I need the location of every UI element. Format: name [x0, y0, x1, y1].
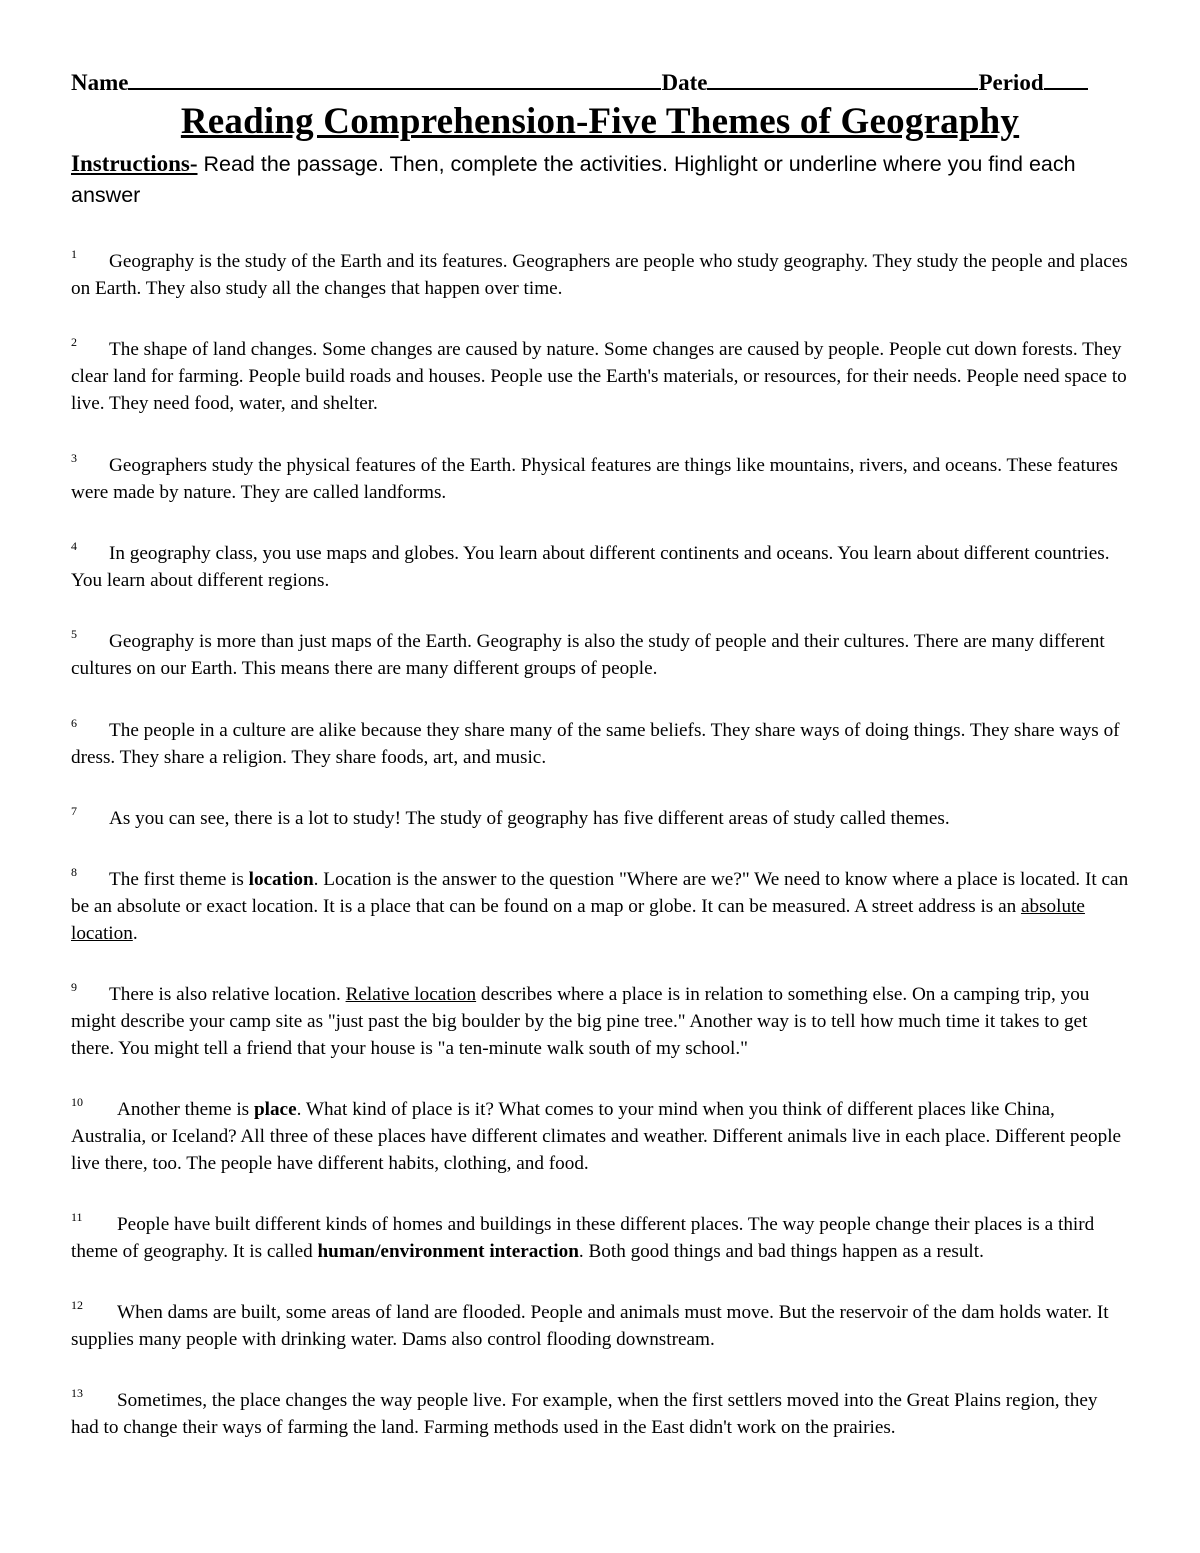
paragraph-7 — [71, 798, 1129, 832]
paragraph-text: . What kind of place is it? What comes to your mind when you think of different places like China, Australia, or Iceland? All three of these places have different climates and weather. Different animals live in each place. Different people live there, too. The people have different habits, clothing, and food. — [71, 1099, 1122, 1174]
paragraph-number: 10 — [71, 1095, 83, 1109]
instructions-lead: Instructions- — [71, 151, 198, 176]
paragraph-text: The shape of land changes. Some changes are caused by nature. Some changes are caused by people. People cut down forests. They clear land for farming. People build roads and houses. People use the Earth's materials, or resources, for their needs. People need space to live. They need food, water, and shelter. — [71, 339, 1127, 414]
paragraph-number: 7 — [71, 804, 77, 818]
term-place: place — [253, 1099, 297, 1120]
paragraph-number: 1 — [71, 247, 77, 261]
paragraph-text: describes where a place is in relation to something else. On a camping trip, you might describe your camp site as "just past the big boulder by the big pine tree." Another way is to tell how much time it takes to get there. You might tell a friend that your house is "a ten-minute walk south of my school." — [71, 984, 1090, 1059]
paragraph-number: 12 — [71, 1298, 83, 1312]
term-relative-location: Relative location — [345, 984, 477, 1005]
paragraph-text: In geography class, you use maps and globes. You learn about different continents and oceans. You learn about different countries. You learn about different regions. — [71, 543, 1110, 591]
date-blank[interactable] — [707, 68, 978, 90]
date-label: Date — [661, 70, 708, 95]
paragraph-text: . Both good things and bad things happen as a result. — [578, 1241, 984, 1262]
paragraph-text: People have built different kinds of homes and buildings in these different places. The way people change their places is a third theme of geography. It is called — [71, 1214, 1095, 1262]
paragraph-number: 3 — [71, 451, 77, 465]
paragraph-text: . — [132, 923, 138, 944]
paragraph-8 — [71, 859, 1129, 947]
paragraph-2 — [71, 329, 1129, 417]
paragraph-number: 6 — [71, 716, 77, 730]
period-blank[interactable] — [1044, 68, 1088, 90]
paragraph-number: 8 — [71, 865, 77, 879]
paragraph-11 — [71, 1204, 1129, 1265]
paragraph-5 — [71, 621, 1129, 682]
name-blank[interactable] — [128, 68, 661, 90]
paragraph-4 — [71, 533, 1129, 594]
paragraph-text: Geographers study the physical features of the Earth. Physical features are things like mountains, rivers, and oceans. These features were made by nature. They are called landforms. — [71, 455, 1118, 503]
paragraph-6 — [71, 710, 1129, 771]
term-absolute-location: absolute location — [71, 896, 1085, 944]
paragraph-1 — [71, 241, 1129, 302]
paragraph-text: There is also relative location. — [109, 984, 346, 1005]
instructions-text: Read the passage. Then, complete the activities. Highlight or underline where you find each answer — [71, 152, 1076, 207]
paragraph-number: 9 — [71, 980, 77, 994]
term-location: location — [248, 869, 314, 890]
instructions — [71, 148, 1129, 211]
paragraph-text: As you can see, there is a lot to study! The study of geography has five different areas of study called themes. — [109, 808, 950, 829]
paragraph-text: Geography is the study of the Earth and its features. Geographers are people who study geography. They study the people and places on Earth. They also study all the changes that happen over time. — [71, 251, 1128, 299]
page-title: Reading Comprehension-Five Themes of Geography — [180, 101, 1020, 142]
paragraph-13 — [71, 1380, 1129, 1441]
name-label: Name — [71, 70, 129, 95]
header-line — [71, 68, 1129, 102]
paragraph-text: The people in a culture are alike because they share many of the same beliefs. They share ways of doing things. They share ways of dress. They share a religion. They share foods, art, and music. — [71, 720, 1120, 768]
paragraph-number: 2 — [71, 335, 77, 349]
paragraph-text: Sometimes, the place changes the way people live. For example, when the first settlers moved into the Great Plains region, they had to change their ways of farming the land. Farming methods used in the East didn't work on the prairies. — [71, 1390, 1098, 1438]
paragraph-text: The first theme is — [109, 869, 249, 890]
paragraph-10 — [71, 1089, 1129, 1177]
paragraph-text: . Location is the answer to the question "Where are we?" We need to know where a place is located. It can be an absolute or exact location. It is a place that can be found on a map or globe. It can be measured. A street address is an — [71, 869, 1129, 917]
term-human-environment-interaction: human/environment interaction — [317, 1241, 579, 1262]
period-label: Period — [978, 70, 1044, 95]
paragraph-12 — [71, 1292, 1129, 1353]
paragraph-number: 13 — [71, 1386, 83, 1400]
paragraph-text: Another theme is — [117, 1099, 254, 1120]
worksheet-page — [71, 68, 1129, 1441]
paragraph-text: Geography is more than just maps of the Earth. Geography is also the study of people and their cultures. There are many different cultures on our Earth. This means there are many different groups of people. — [71, 631, 1105, 679]
paragraph-number: 11 — [71, 1210, 83, 1224]
paragraph-number: 5 — [71, 627, 77, 641]
paragraph-text: When dams are built, some areas of land are flooded. People and animals must move. But the reservoir of the dam holds water. It supplies many people with drinking water. Dams also control flooding downstream. — [71, 1302, 1109, 1350]
paragraph-number: 4 — [71, 539, 77, 553]
paragraph-3 — [71, 445, 1129, 506]
paragraph-9 — [71, 974, 1129, 1062]
